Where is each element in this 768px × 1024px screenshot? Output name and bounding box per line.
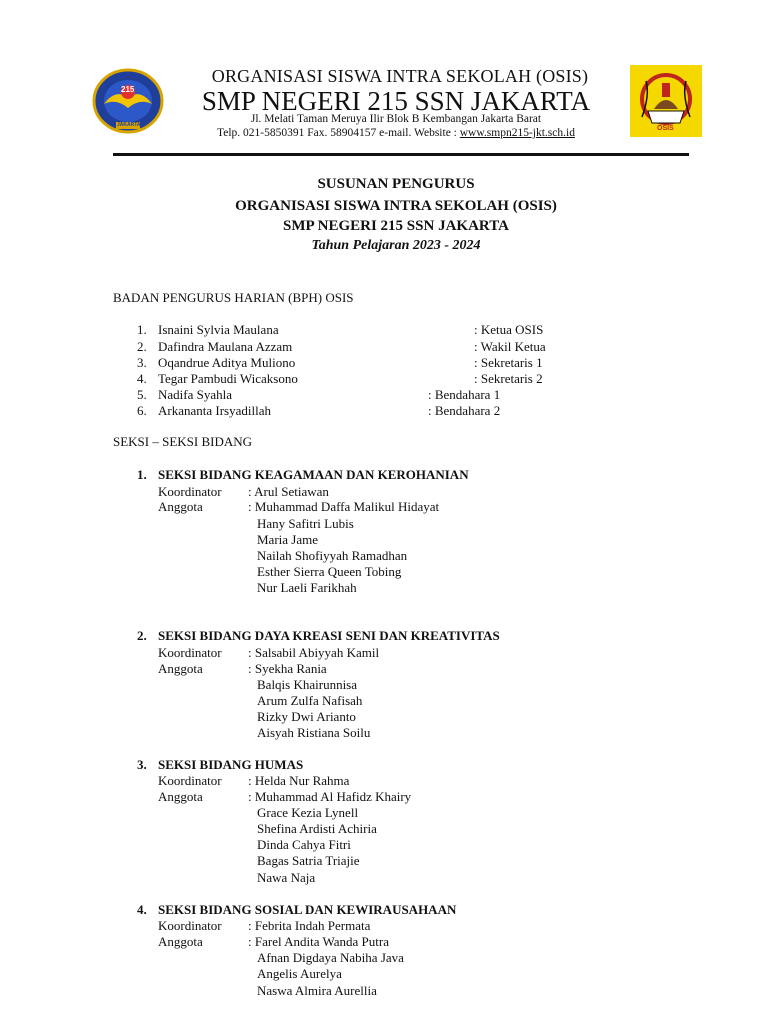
- anggota-name: Afnan Digdaya Nabiha Java: [257, 950, 404, 965]
- anggota-label: Anggota: [158, 789, 203, 804]
- bph-role: : Sekretaris 1: [474, 355, 543, 370]
- school-name: SMP NEGERI 215 SSN JAKARTA: [201, 86, 591, 116]
- section-title: [137, 628, 500, 644]
- anggota-name: Balqis Khairunnisa: [257, 677, 358, 692]
- doc-title-line3: SMP NEGERI 215 SSN JAKARTA: [283, 218, 509, 234]
- doc-title-line1: SUSUNAN PENGURUS: [317, 176, 475, 192]
- bph-number: 1.: [137, 322, 147, 337]
- anggota-name: Arum Zulfa Nafisah: [257, 693, 363, 708]
- anggota-label: Anggota: [158, 661, 203, 676]
- bph-name: Nadifa Syahla: [158, 387, 233, 402]
- section-number: 4.: [137, 902, 147, 917]
- logo-number: 215: [121, 85, 135, 94]
- doc-title-year: Tahun Pelajaran 2023 - 2024: [311, 238, 481, 253]
- anggota-name: Maria Jame: [257, 532, 319, 547]
- doc-title-line2: ORGANISASI SISWA INTRA SEKOLAH (OSIS): [235, 198, 557, 214]
- section-title: [137, 902, 456, 918]
- header-divider: [113, 153, 689, 156]
- section-title: [137, 757, 303, 773]
- bph-number: 4.: [137, 371, 147, 386]
- anggota-name: Naswa Almira Aurellia: [257, 983, 377, 998]
- section-title: [137, 467, 469, 483]
- anggota-name: Hany Safitri Lubis: [257, 516, 354, 531]
- bph-name: Tegar Pambudi Wicaksono: [158, 371, 298, 386]
- section-title-text: SEKSI BIDANG SOSIAL DAN KEWIRAUSAHAAN: [158, 902, 457, 917]
- bph-role: : Bendahara 2: [428, 403, 501, 418]
- bph-name: Isnaini Sylvia Maulana: [158, 322, 279, 337]
- anggota-name: Aisyah Ristiana Soilu: [257, 725, 371, 740]
- anggota-name: Dinda Cahya Fitri: [257, 837, 351, 852]
- website-link[interactable]: www.smpn215-jkt.sch.id: [459, 127, 575, 139]
- bph-name: Dafindra Maulana Azzam: [158, 339, 293, 354]
- anggota-label: Anggota: [158, 499, 203, 514]
- logo-city: JAKARTA: [117, 122, 141, 128]
- bph-number: 5.: [137, 387, 147, 402]
- koordinator-name: : Febrita Indah Permata: [248, 918, 371, 933]
- anggota-name: Nailah Shofiyyah Ramadhan: [257, 548, 408, 563]
- osis-logo-text: OSIS: [657, 125, 674, 132]
- bph-heading: BADAN PENGURUS HARIAN (BPH) OSIS: [113, 290, 354, 305]
- anggota-name: : Muhammad Al Hafidz Khairy: [248, 789, 412, 804]
- section-number: 2.: [137, 628, 147, 643]
- seksi-heading: SEKSI – SEKSI BIDANG: [113, 434, 253, 449]
- anggota-name: Bagas Satria Triajie: [257, 853, 360, 868]
- anggota-name: Rizky Dwi Arianto: [257, 709, 356, 724]
- section-number: 1.: [137, 467, 147, 482]
- section-title-text: SEKSI BIDANG HUMAS: [158, 757, 304, 772]
- school-address: Jl. Melati Taman Meruya Ilir Blok B Kembangan Jakarta Barat: [250, 113, 542, 125]
- bph-number: 3.: [137, 355, 147, 370]
- contact-text: Telp. 021-5850391 Fax. 58904157 e-mail. Website :: [217, 127, 460, 139]
- anggota-name: Esther Sierra Queen Tobing: [257, 564, 402, 579]
- koordinator-label: Koordinator: [158, 918, 222, 933]
- bph-role: : Sekretaris 2: [474, 371, 543, 386]
- anggota-name: Grace Kezia Lynell: [257, 805, 359, 820]
- bph-number: 6.: [137, 403, 147, 418]
- bph-name: Arkananta Irsyadillah: [158, 403, 271, 418]
- anggota-label: Anggota: [158, 934, 203, 949]
- koordinator-label: Koordinator: [158, 773, 222, 788]
- koordinator-name: : Salsabil Abiyyah Kamil: [248, 645, 380, 660]
- anggota-name: Nur Laeli Farikhah: [257, 580, 357, 595]
- koordinator-label: Koordinator: [158, 484, 222, 499]
- school-contact: [0, 127, 768, 139]
- koordinator-name: : Arul Setiawan: [248, 484, 329, 499]
- anggota-name: Angelis Aurelya: [257, 966, 342, 981]
- anggota-name: Nawa Naja: [257, 870, 316, 885]
- anggota-name: : Muhammad Daffa Malikul Hidayat: [248, 499, 440, 514]
- bph-role: : Bendahara 1: [428, 387, 501, 402]
- bph-role: : Ketua OSIS: [474, 322, 544, 337]
- bph-number: 2.: [137, 339, 147, 354]
- bph-role: : Wakil Ketua: [474, 339, 546, 354]
- organization-name: ORGANISASI SISWA INTRA SEKOLAH (OSIS): [211, 66, 589, 86]
- koordinator-name: : Helda Nur Rahma: [248, 773, 350, 788]
- section-title-text: SEKSI BIDANG DAYA KREASI SENI DAN KREATIVITAS: [158, 628, 500, 643]
- anggota-name: : Farel Andita Wanda Putra: [248, 934, 389, 949]
- anggota-name: Shefina Ardisti Achiria: [257, 821, 377, 836]
- bph-name: Oqandrue Aditya Muliono: [158, 355, 296, 370]
- koordinator-label: Koordinator: [158, 645, 222, 660]
- section-number: 3.: [137, 757, 147, 772]
- anggota-name: : Syekha Rania: [248, 661, 327, 676]
- section-title-text: SEKSI BIDANG KEAGAMAAN DAN KEROHANIAN: [158, 467, 469, 482]
